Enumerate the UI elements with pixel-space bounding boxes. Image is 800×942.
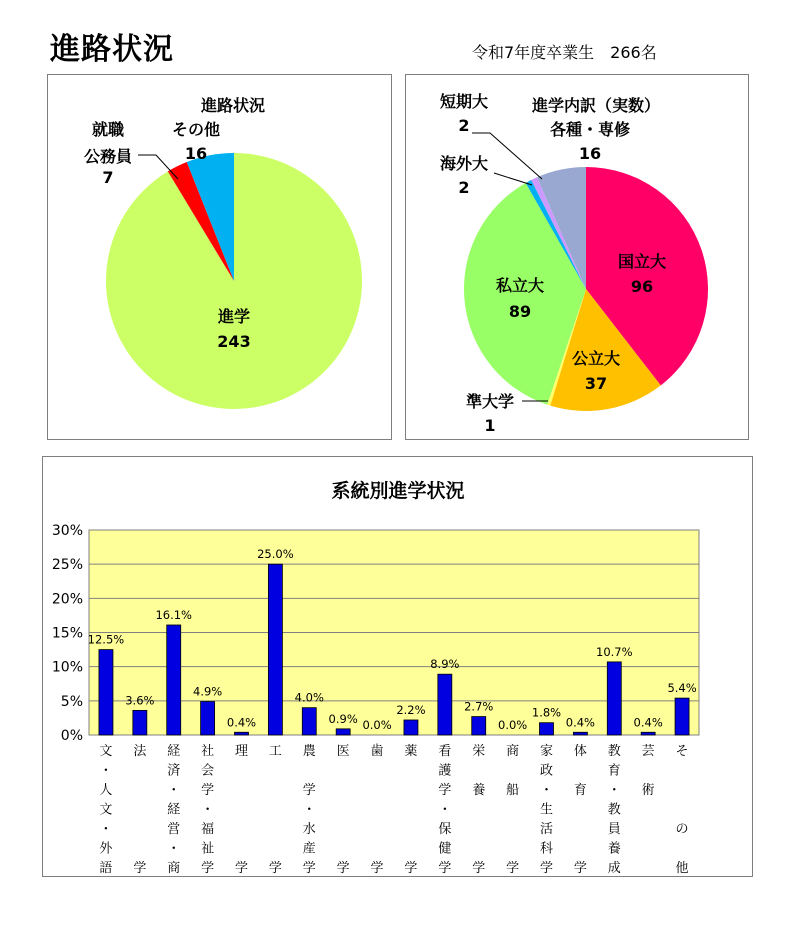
category-label-4: [235, 744, 248, 876]
y-tick-label: 0%: [60, 728, 83, 744]
category-char: 商: [167, 861, 181, 876]
slice-label-shiritsu: 私立大: [495, 276, 545, 295]
category-label-14: [574, 743, 587, 876]
bar-15: [607, 662, 621, 735]
category-char: 家: [539, 744, 554, 759]
y-tick-label: 15%: [51, 625, 83, 642]
category-label-12: [506, 743, 519, 876]
category-label-1: [133, 743, 147, 876]
category-char: 学: [302, 861, 316, 876]
category-char: 生: [539, 802, 554, 818]
bar-value-label: 0.9%: [328, 711, 358, 726]
bar-6: [302, 708, 316, 735]
category-char: 科: [539, 841, 554, 857]
bar-value-label: 4.9%: [193, 684, 223, 699]
category-char: 理: [234, 744, 249, 759]
category-char: 育: [607, 763, 621, 779]
status-pie-panel: [47, 74, 392, 440]
category-label-16: [642, 743, 655, 798]
category-char: ・: [167, 783, 181, 798]
slice-label-kokuritsu: 国立大: [617, 252, 667, 271]
category-char: 学: [302, 783, 316, 798]
status-pie-chart: [48, 75, 393, 441]
category-char: 学: [539, 861, 554, 876]
category-char: ・: [539, 783, 554, 798]
category-char: 養: [472, 783, 486, 798]
category-char: ・: [201, 802, 215, 818]
category-char: 営: [167, 822, 181, 837]
category-char: ・: [99, 763, 113, 779]
category-char: ・: [607, 783, 621, 798]
slice-value-jundaigaku: 1: [484, 416, 496, 435]
category-char: ・: [302, 802, 316, 818]
slice-label-kakushu: 各種・専修: [549, 120, 631, 139]
slice-label-shingaku: 進学: [217, 307, 251, 326]
bar-4: [235, 732, 249, 735]
slice-value-tanki: 2: [458, 116, 470, 135]
slice-value-kokuritsu: 96: [630, 277, 654, 296]
bar-value-label: 10.7%: [596, 644, 633, 659]
slice-value-shushoku: 7: [102, 168, 114, 187]
category-label-13: [540, 744, 553, 876]
category-char: 社: [201, 744, 215, 759]
category-char: 学: [201, 861, 215, 876]
bar-3: [201, 702, 215, 735]
category-char: 養: [607, 841, 621, 857]
category-char: 文: [99, 744, 113, 759]
slice-label-shushoku-1: 就職: [91, 120, 125, 139]
category-char: 福: [201, 822, 215, 837]
bar-13: [540, 723, 554, 735]
bar-9: [404, 720, 418, 735]
category-label-17: [676, 744, 689, 876]
category-char: 栄: [472, 744, 486, 759]
slice-value-kakushu: 16: [578, 144, 602, 163]
category-char: 会: [201, 763, 215, 779]
category-char: 教: [607, 802, 621, 818]
category-char: 他: [675, 861, 689, 876]
y-tick-label: 20%: [51, 591, 83, 608]
bar-value-label: 16.1%: [155, 607, 192, 622]
category-char: 済: [167, 763, 181, 779]
category-char: 体: [573, 744, 587, 759]
category-char: 農: [302, 744, 316, 759]
bar-value-label: 0.4%: [226, 715, 257, 730]
category-char: 学: [472, 861, 486, 876]
category-char: 護: [438, 763, 452, 779]
slice-value-shiritsu: 89: [508, 302, 532, 321]
category-char: 水: [302, 822, 316, 837]
bar-0: [99, 650, 113, 735]
bar-5: [268, 564, 282, 735]
slice-value-sonota: 16: [184, 144, 208, 163]
slice-value-shingaku: 243: [217, 332, 251, 351]
slice-label-sonota: その他: [171, 120, 221, 139]
category-label-10: [438, 744, 451, 876]
category-char: 法: [133, 744, 147, 759]
bar-11: [472, 717, 486, 735]
category-char: 医: [336, 744, 350, 759]
category-char: 産: [302, 841, 316, 857]
category-char: 育: [573, 783, 587, 798]
category-char: 学: [268, 861, 282, 876]
category-char: 船: [506, 783, 520, 798]
category-label-5: [269, 744, 282, 876]
category-char: 語: [99, 861, 113, 876]
y-tick-label: 30%: [51, 523, 83, 539]
category-label-0: [99, 744, 113, 876]
bar-value-label: 2.2%: [396, 702, 426, 717]
breakdown-pie-panel: [405, 74, 749, 440]
category-label-8: [371, 743, 384, 876]
category-char: 商: [506, 744, 520, 759]
category-char: 歯: [370, 744, 384, 759]
bar-17: [675, 698, 689, 735]
slice-value-kaigai: 2: [458, 178, 470, 197]
category-char: 文: [99, 802, 113, 818]
category-label-11: [472, 744, 485, 876]
slice-label-kaigai: 海外大: [439, 154, 489, 173]
bar-value-label: 8.9%: [430, 657, 460, 672]
bar-1: [133, 710, 147, 735]
bar-10: [438, 674, 452, 735]
category-char: 外: [99, 841, 113, 857]
field-bar-chart: [43, 457, 754, 878]
category-char: そ: [675, 744, 689, 759]
leader-line-kaigai: [494, 173, 532, 185]
field-bar-panel: [42, 456, 753, 877]
bar-value-label: 3.6%: [125, 693, 155, 708]
category-char: 学: [336, 861, 350, 876]
category-char: ・: [167, 841, 181, 857]
category-char: ・: [99, 822, 113, 837]
bar-value-label: 5.4%: [667, 681, 697, 696]
bar-value-label: 0.0%: [362, 718, 392, 732]
category-char: 学: [438, 783, 452, 798]
bar-16: [641, 732, 655, 735]
category-char: 祉: [201, 841, 215, 857]
category-char: 学: [201, 783, 215, 798]
category-char: 活: [539, 822, 554, 837]
category-char: 成: [607, 861, 621, 876]
bar-value-label: 1.8%: [531, 705, 562, 720]
category-char: 学: [133, 861, 147, 876]
category-char: 学: [370, 861, 384, 876]
category-char: 学: [404, 861, 418, 876]
bar-value-label: 0.4%: [565, 715, 595, 730]
category-char: 学: [234, 861, 249, 876]
category-char: 学: [438, 861, 452, 876]
slice-label-shushoku-2: 公務員: [83, 147, 133, 166]
category-label-3: [201, 743, 214, 876]
slice-label-kouritsu: 公立大: [571, 349, 621, 368]
y-tick-label: 10%: [51, 659, 83, 676]
category-char: 人: [99, 783, 113, 798]
status-pie-title: 進路状況: [200, 96, 266, 115]
category-char: 学: [506, 861, 520, 876]
bar-14: [573, 732, 587, 735]
category-label-6: [303, 743, 316, 876]
category-char: の: [675, 822, 689, 837]
slice-label-jundaigaku: 準大学: [465, 392, 515, 411]
category-char: 経: [167, 802, 181, 818]
category-char: 芸: [641, 744, 655, 759]
category-char: ・: [438, 802, 452, 818]
category-char: 政: [539, 763, 554, 779]
category-char: 学: [573, 861, 587, 876]
graduates-count: 令和7年度卒業生 266名: [472, 43, 657, 62]
category-label-9: [404, 743, 417, 876]
page-title: 進路状況: [50, 32, 174, 67]
slice-value-kouritsu: 37: [584, 374, 608, 393]
y-tick-label: 5%: [60, 693, 83, 710]
bar-value-label: 0.0%: [498, 718, 528, 732]
bar-value-label: 25.0%: [257, 547, 294, 562]
category-char: 工: [268, 744, 282, 759]
bar-7: [336, 729, 350, 735]
breakdown-pie-title: 進学内訳（実数）: [531, 96, 661, 115]
bar-value-label: 0.4%: [633, 715, 663, 730]
category-char: 健: [438, 841, 452, 857]
category-label-7: [337, 744, 350, 876]
category-char: 員: [607, 822, 621, 837]
category-char: 薬: [404, 744, 418, 759]
category-char: 経: [167, 744, 181, 759]
category-char: 術: [641, 783, 655, 798]
category-char: 保: [438, 822, 452, 837]
category-label-2: [167, 744, 180, 876]
breakdown-pie-chart: [406, 75, 750, 441]
bar-chart-title: 系統別進学状況: [331, 480, 465, 502]
bar-value-label: 12.5%: [87, 632, 125, 647]
bar-2: [167, 625, 181, 735]
y-tick-label: 25%: [51, 557, 83, 574]
bar-value-label: 4.0%: [294, 690, 324, 705]
category-char: 教: [607, 744, 621, 759]
slice-label-tanki: 短期大: [439, 92, 489, 111]
category-label-15: [608, 743, 621, 876]
category-char: 看: [438, 744, 452, 759]
bar-value-label: 2.7%: [464, 699, 494, 714]
